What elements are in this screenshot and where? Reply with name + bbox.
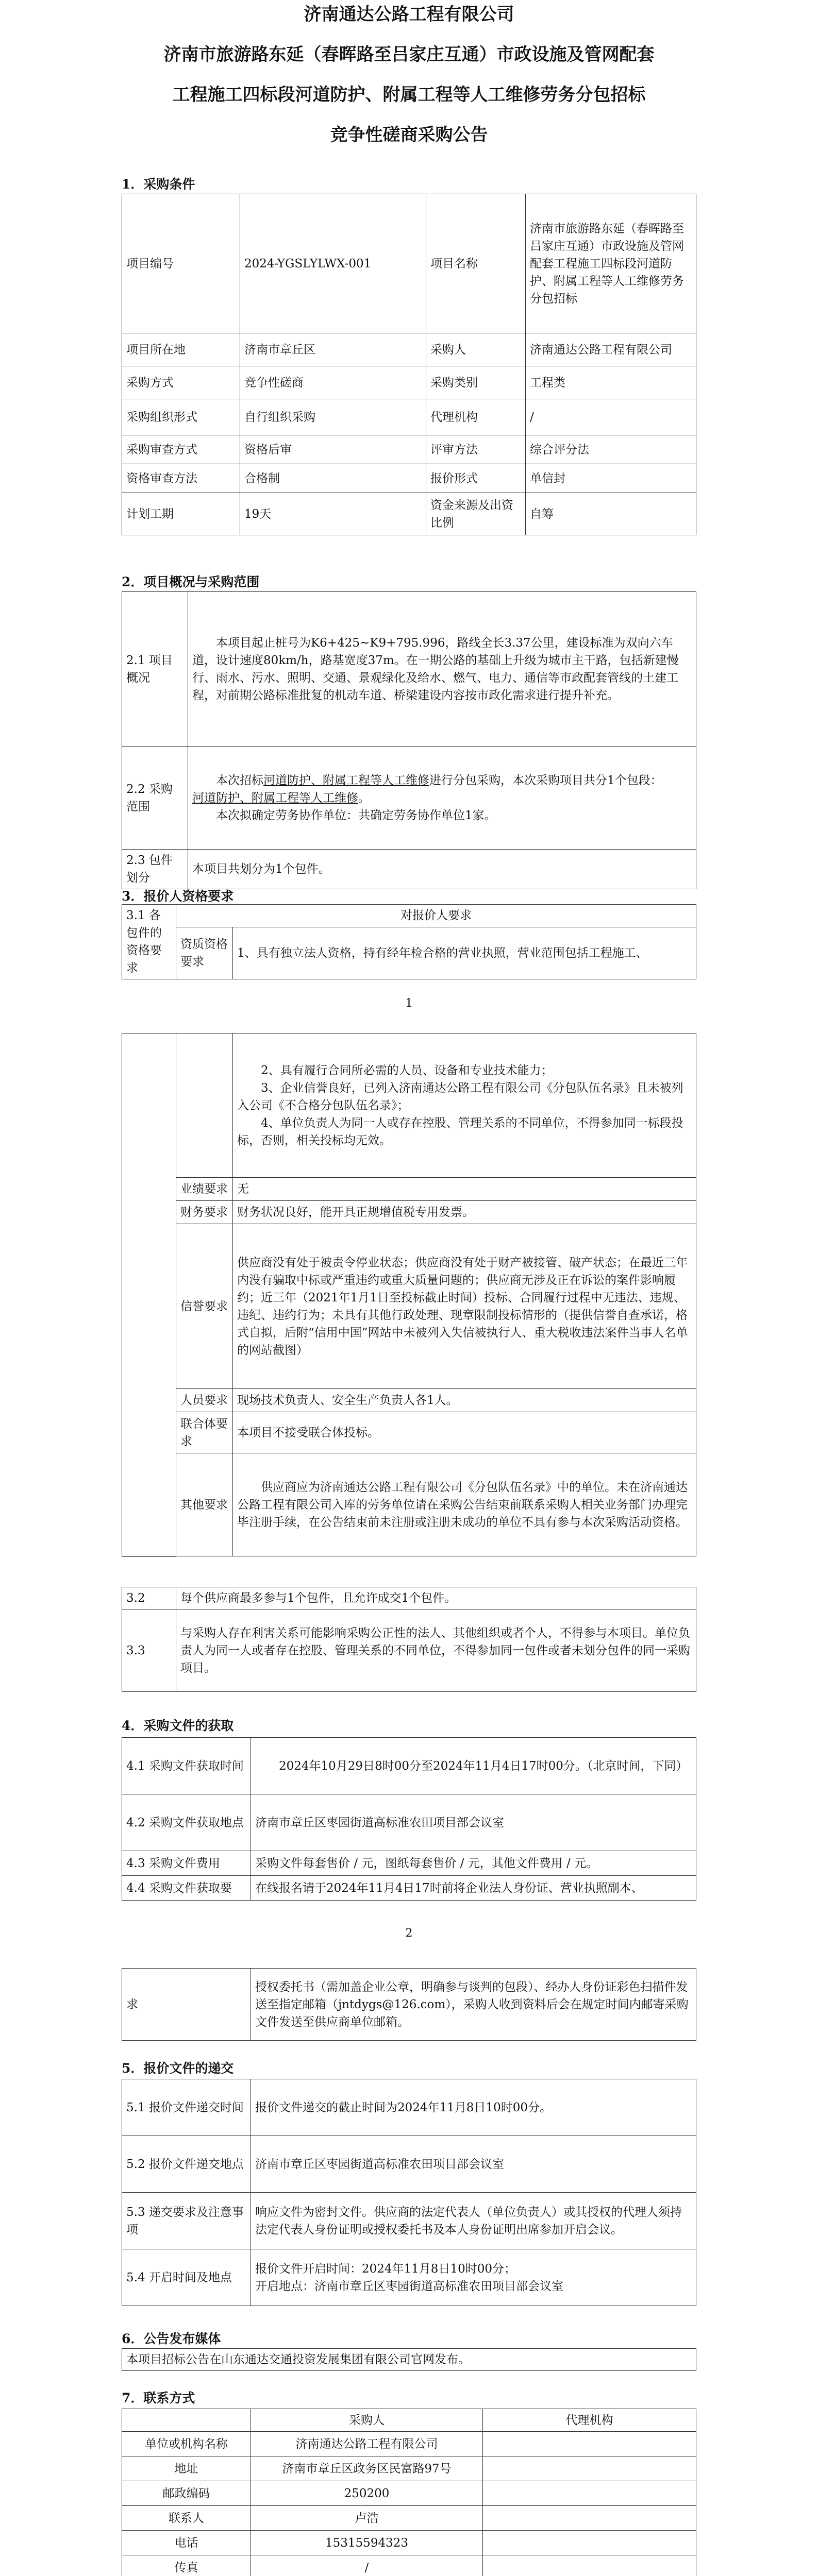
cell-value [483,2555,696,2576]
section-3-heading: 3．报价人资格要求 [122,889,234,904]
table-row [122,1556,696,1557]
table-row [122,493,696,535]
media-text: 本项目招标公告在山东通达交通投资发展集团有限公司官网发布。 [122,2349,696,2371]
cell-value [251,2249,696,2306]
table-row [122,1876,696,1901]
table-row [122,1178,696,1201]
cell-value: 响应文件为密封文件。供应商的法定代表人（单位负责人）或其授权的代理人须持法定代表人身份证明或授权委托书及本人身份证明出席参加开启会议。 [251,2193,696,2249]
cell-label: 4.2 采购文件获取地点 [122,1794,251,1851]
cell-label: 3.2 [122,1587,176,1609]
table-row [122,464,696,493]
cell-label: 资金来源及出资比例 [426,493,526,535]
cell-value [483,2432,696,2456]
cell-value: 在线报名请于2024年11月4日17时前将企业法人身份证、营业执照副本、 [251,1876,696,1901]
cell-label: 联合体要求 [176,1412,233,1453]
cell-label: 5.1 报价文件递交时间 [122,2079,251,2136]
document-acquisition-table-cont [122,1968,696,2041]
cell-label: 业绩要求 [176,1178,233,1201]
table-row [122,2349,696,2371]
cell-value: 资格后审 [240,435,426,464]
table-row [122,1033,696,1178]
cell-label: 邮政编码 [122,2481,251,2506]
table-row [122,399,696,435]
cell-label: 3.1 各包件的资格要求 [122,905,176,979]
cell-value: 每个供应商最多参与1个包件，且允许成交1个包件。 [176,1587,696,1609]
scope-text: 本次招标 [216,773,263,787]
table-row [122,2193,696,2249]
cell-value: 综合评分法 [526,435,696,464]
table-row [122,850,696,889]
cell-label: 财务要求 [176,1201,233,1224]
cell-label: 项目名称 [426,194,526,333]
cell-label: 5.3 递交要求及注意事项 [122,2193,251,2249]
cell-label: 人员要求 [176,1389,233,1412]
table-row [122,2531,696,2555]
page-number: 2 [405,1927,413,1940]
table-row [122,2136,696,2193]
cell-label: 资质资格要求 [176,927,233,979]
table-row [122,1224,696,1389]
table-row [122,592,696,747]
document-acquisition-table [122,1737,696,1901]
cell-label: 地址 [122,2456,251,2481]
cell-label: 信誉要求 [176,1224,233,1389]
table-row [122,1587,696,1609]
section-4-heading: 4．采购文件的获取 [122,1718,234,1733]
project-number: 2024-YGSLYLWX-001 [240,194,426,333]
cell-value: 自行组织采购 [240,399,426,435]
cell-label: 采购人 [426,333,526,366]
qualification-text: 1、具有独立法人资格，持有经年检合格的营业执照，营业范围包括工程施工、 [233,927,696,979]
cell-value: / [526,399,696,435]
cell-value: 济南市章丘区枣园街道高标准农田项目部会议室 [251,1794,696,1851]
table-row [122,1412,696,1453]
package-division-text: 本项目共划分为1个包件。 [188,850,696,889]
title-line-3: 竞争性磋商采购公告 [330,125,488,145]
planned-duration: 19天 [240,493,426,535]
cell-value: 本项目不接受联合体投标。 [233,1412,696,1453]
cell-label: 采购类别 [426,366,526,399]
cell-empty [122,2409,251,2432]
opening-location: 开启地点：济南市章丘区枣园街道高标准农田项目部会议室 [255,2279,563,2293]
table-row [122,1609,696,1692]
cell-value [483,2456,696,2481]
other-requirements-text: 供应商应为济南通达公路工程有限公司《分包队伍名录》中的单位。未在济南通达公路工程有限公司入库的劳务单位请在采购公告结束前联系采购人相关业务部门办理完毕注册手续，在公告结束前未注册或注册未成功的单位不具有参与本次采购活动资格。 [233,1453,696,1556]
scope-text: 。 [358,791,370,805]
scope-underlined: 河道防护、附属工程等人工维修 [192,791,358,805]
cell-label: 电话 [122,2531,251,2555]
table-row [122,1201,696,1224]
cell-value: 现场技术负责人、安全生产负责人各1人。 [233,1389,696,1412]
procurement-conditions-table [122,194,696,535]
credit-requirements-text: 供应商没有处于被责令停业状态；供应商没有处于财产被接管、破产状态；在最近三年内没有骗取中标或严重违约或重大质量问题的；供应商无涉及正在诉讼的案件影响履约；近三年（2021年1月1日至投标截止时间）投标、合同履行过程中无违法、违规、违纪、违约行为；未具有其他行政处理、现章限制投标情形的（提供信誉自查承诺，格式自拟，后附“信用中国”网站中未被列入失信被执行人、重大税收违法案件当事人名单的网站截图） [233,1224,696,1389]
cell-value: 工程类 [526,366,696,399]
table-row [122,1738,696,1794]
qualification-item: 3、企业信誉良好，已列入济南通达公路工程有限公司《分包队伍名录》且未被列入公司《不合格分包队伍名录》； [237,1081,683,1112]
qualification-table-part-3 [122,1587,696,1692]
opening-time: 报价文件开启时间：2024年11月8日10时00分； [255,2262,516,2276]
cell-label: 求 [122,1969,251,2041]
column-header-purchaser: 采购人 [251,2409,483,2432]
cell-value: 采购文件每套售价 / 元，图纸每套售价 / 元，其他文件费用 / 元。 [251,1851,696,1876]
table-row [122,2506,696,2531]
cell-empty [122,1033,176,1557]
cell-label: 4.4 采购文件获取要 [122,1876,251,1901]
cell-label: 2.1 项目概况 [122,592,188,747]
qualification-item: 4、单位负责人为同一人或存在控股、管理关系的不同单位，不得参加同一标段投标，否则，相关投标均无效。 [237,1116,683,1147]
table-row [122,2249,696,2306]
table-row [122,1851,696,1876]
project-overview-text: 本项目起止桩号为K6+425~K9+795.996，路线全长3.37公里，建设标准为双向六车道，设计速度80km/h，路基宽度37m。在一期公路的基础上升级为城市主干路，包括新建慢行、雨水、污水、照明、交通、景观绿化及给水、燃气、电力、通信等市政配套管线的土建工程，对前期公路标准批复的机动车道、桥梁建设内容按市政化需求进行提升补充。 [188,592,696,747]
section-5-heading: 5．报价文件的递交 [122,2061,234,2076]
project-overview-table [122,591,696,889]
table-row [122,2079,696,2136]
scope-line-1 [192,772,692,789]
cell-label: 项目所在地 [122,333,240,366]
cell-label: 评审方法 [426,435,526,464]
section-2-heading: 2．项目概况与采购范围 [122,574,260,589]
table-row [122,2555,696,2576]
cell-value: 无 [233,1178,696,1201]
title-line-2: 工程施工四标段河道防护、附属工程等人工维修劳务分包招标 [172,84,646,105]
cell-label: 5.2 报价文件递交地点 [122,2136,251,2193]
cell-value: / [251,2555,483,2576]
table-row [122,194,696,333]
cell-value: 济南市章丘区政务区民富路97号 [251,2456,483,2481]
cell-value: 250200 [251,2481,483,2506]
qualification-text-cont [233,1033,696,1178]
cell-value: 自筹 [526,493,696,535]
bid-submission-table [122,2079,696,2306]
procurement-scope-text [188,747,696,850]
cell-value: 济南通达公路工程有限公司 [251,2432,483,2456]
page-number: 1 [405,997,413,1010]
cell-value: 竞争性磋商 [240,366,426,399]
cell-value: 与采购人存在利害关系可能影响采购公正性的法人、其他组织或者个人，不得参与本项目。单位负责人为同一人或者存在控股、管理关系的不同单位，不得参加同一包件或者未划分包件的同一采购项目。 [176,1609,696,1692]
cell-label: 3.3 [122,1609,176,1692]
table-row [122,1389,696,1412]
cell-label: 采购组织形式 [122,399,240,435]
table-row [122,2481,696,2506]
cell-value [483,2506,696,2531]
table-row [122,2409,696,2432]
cell-label: 单位或机构名称 [122,2432,251,2456]
cell-label: 计划工期 [122,493,240,535]
cell-value: 单信封 [526,464,696,493]
table-row [122,1453,696,1556]
cell-label: 资格审查方法 [122,464,240,493]
cell-label: 采购审查方式 [122,435,240,464]
cell-label: 报价形式 [426,464,526,493]
cell-value: 财务状况良好，能开具正规增值税专用发票。 [233,1201,696,1224]
scope-text: 进行分包采购，本次采购项目共分1个包段： [429,773,662,787]
column-header-agent: 代理机构 [483,2409,696,2432]
title-block [0,1,818,148]
cell-empty [176,1556,696,1557]
contact-table [122,2409,696,2576]
cell-label: 传真 [122,2555,251,2576]
cell-label: 采购方式 [122,366,240,399]
cell-label: 代理机构 [426,399,526,435]
table-row [122,2456,696,2481]
cell-value: 报价文件递交的截止时间为2024年11月8日10时00分。 [251,2079,696,2136]
cell-value: 授权委托书（需加盖企业公章，明确参与谈判的包段）、经办人身份证彩色扫描件发送至指定邮箱（jntdygs@126.com），采购人收到资料后会在规定时间内邮寄采购文件发送至供应商单位邮箱。 [251,1969,696,2041]
table-row [122,333,696,366]
project-name: 济南市旅游路东延（春晖路至吕家庄互通）市政设施及管网配套工程施工四标段河道防护、附属工程等人工维修劳务分包招标 [526,194,696,333]
scope-underlined: 河道防护、附属工程等人工维修 [263,773,429,787]
section-6-heading: 6．公告发布媒体 [122,2331,221,2346]
cell-value [483,2481,696,2506]
cell-value: 济南市章丘区 [240,333,426,366]
table-row [122,2432,696,2456]
cell-value: 卢浩 [251,2506,483,2531]
cell-value [483,2531,696,2555]
cell-value: 济南通达公路工程有限公司 [526,333,696,366]
table-row [122,747,696,850]
cell-label: 4.1 采购文件获取时间 [122,1738,251,1794]
scope-line-2 [192,789,692,807]
media-table [122,2348,696,2371]
cell-label: 2.3 包件划分 [122,850,188,889]
table-row [122,927,696,979]
cell-value: 15315594323 [251,2531,483,2555]
qualification-table-part-2 [122,1033,696,1557]
qualification-table-part-1 [122,904,696,979]
cell-empty [176,1033,233,1178]
requirements-header: 对报价人要求 [176,905,696,927]
table-row [122,1794,696,1851]
cell-label: 5.4 开启时间及地点 [122,2249,251,2306]
cell-label: 4.3 采购文件费用 [122,1851,251,1876]
section-1-heading: 1．采购条件 [122,177,195,192]
title-line-1: 济南市旅游路东延（春晖路至吕家庄互通）市政设施及管网配套 [163,44,655,65]
cell-value: 济南市章丘区枣园街道高标准农田项目部会议室 [251,2136,696,2193]
scope-line-3: 本次拟确定劳务协作单位：共确定劳务协作单位1家。 [216,808,496,822]
cell-label: 项目编号 [122,194,240,333]
table-row [122,366,696,399]
table-row [122,435,696,464]
cell-label: 其他要求 [176,1453,233,1556]
company-name: 济南通达公路工程有限公司 [304,4,514,25]
table-row [122,1969,696,2041]
section-7-heading: 7．联系方式 [122,2391,195,2405]
qualification-item: 2、具有履行合同所必需的人员、设备和专业技术能力； [261,1063,553,1077]
table-row [122,905,696,927]
cell-label: 联系人 [122,2506,251,2531]
cell-value: 合格制 [240,464,426,493]
cell-value: 2024年10月29日8时00分至2024年11月4日17时00分。（北京时间，下同） [251,1738,696,1794]
cell-label: 2.2 采购范围 [122,747,188,850]
